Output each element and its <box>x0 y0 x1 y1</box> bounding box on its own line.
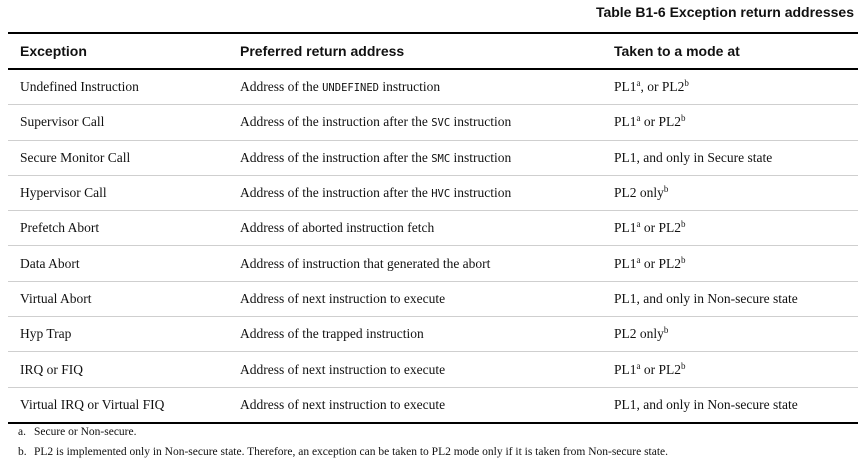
address-text: Address of the instruction after the <box>240 114 432 130</box>
footnote-ref: a <box>636 219 641 230</box>
table-row <box>8 317 858 352</box>
address-text: instruction <box>450 185 512 201</box>
note-label: b. <box>18 446 27 458</box>
address-text: instruction <box>450 149 512 165</box>
mode-text: PL1, and only in Non-secure state <box>614 396 798 412</box>
mode-text: , or PL2 <box>640 79 685 95</box>
mode-text: PL1 <box>614 255 637 271</box>
mode-cell <box>602 317 858 352</box>
mode-text: PL2 only <box>614 185 664 201</box>
footnote-ref: b <box>681 360 686 371</box>
address-text: Address of next instruction to execute <box>240 361 446 377</box>
table-row <box>8 211 858 246</box>
note-text: Secure or Non-secure. <box>34 426 137 438</box>
exception-return-table <box>8 32 858 424</box>
mode-cell <box>602 387 858 423</box>
exception-cell: IRQ or FIQ <box>8 352 228 387</box>
table-row <box>8 140 858 175</box>
mode-cell <box>602 175 858 210</box>
note-text: PL2 is implemented only in Non-secure state. Therefore, an exception can be taken to PL2 mode only if it is taken from Non-secure state. <box>34 446 669 458</box>
table-header-row <box>8 33 858 69</box>
note-b <box>18 446 668 466</box>
return-address-cell <box>228 211 602 246</box>
mode-text: PL2 only <box>614 326 664 342</box>
return-address-cell <box>228 175 602 210</box>
address-text: Address of next instruction to execute <box>240 396 446 412</box>
address-text: Address of the <box>240 79 323 95</box>
footnote-ref: b <box>663 184 669 195</box>
mode-text: PL1 <box>614 220 637 236</box>
address-text: instruction <box>450 114 512 130</box>
table-row <box>8 175 858 210</box>
instruction-code: SMC <box>431 152 451 165</box>
return-address-cell <box>228 387 602 423</box>
address-text: instruction <box>379 79 441 95</box>
mode-text: PL1 <box>614 114 637 130</box>
footnote-ref: b <box>684 78 689 89</box>
return-address-cell <box>228 69 602 105</box>
table-row <box>8 69 858 105</box>
footnote-ref: b <box>681 113 686 124</box>
address-text: Address of the instruction after the <box>240 185 432 201</box>
table-row <box>8 281 858 316</box>
table-caption: Table B1-6 Exception return addresses <box>595 4 854 20</box>
mode-cell <box>602 211 858 246</box>
footnote-ref: a <box>636 113 641 124</box>
table-row <box>8 387 858 423</box>
address-text: Address of instruction that generated the abort <box>240 255 491 271</box>
exception-cell: Virtual IRQ or Virtual FIQ <box>8 387 228 423</box>
table-row <box>8 105 858 140</box>
table-row <box>8 352 858 387</box>
address-text: Address of the trapped instruction <box>240 326 424 342</box>
footnote-ref: a <box>636 254 641 265</box>
exception-cell: Hypervisor Call <box>8 175 228 210</box>
exception-cell: Secure Monitor Call <box>8 140 228 175</box>
instruction-code: SVC <box>431 117 451 130</box>
exception-cell: Prefetch Abort <box>8 211 228 246</box>
header-exception: Exception <box>20 43 87 59</box>
exception-cell: Hyp Trap <box>8 317 228 352</box>
return-address-cell <box>228 105 602 140</box>
mode-text: or PL2 <box>640 220 682 236</box>
mode-cell <box>602 105 858 140</box>
footnote-ref: b <box>663 325 669 336</box>
footnote-ref: a <box>636 360 641 371</box>
table-row <box>8 246 858 281</box>
address-text: Address of next instruction to execute <box>240 290 446 306</box>
mode-text: or PL2 <box>640 361 682 377</box>
mode-cell <box>602 140 858 175</box>
instruction-code: HVC <box>431 188 451 201</box>
return-address-cell <box>228 140 602 175</box>
mode-cell <box>602 352 858 387</box>
mode-cell <box>602 69 858 105</box>
note-a <box>18 426 668 446</box>
note-label: a. <box>18 426 26 438</box>
return-address-cell <box>228 317 602 352</box>
footnote-ref: a <box>636 78 641 89</box>
mode-text: or PL2 <box>640 255 682 271</box>
header-preferred-return-address: Preferred return address <box>240 43 405 59</box>
exception-cell: Undefined Instruction <box>8 69 228 105</box>
return-address-cell <box>228 246 602 281</box>
mode-text: PL1, and only in Non-secure state <box>614 290 798 306</box>
mode-text: PL1 <box>614 79 637 95</box>
mode-text: or PL2 <box>640 114 682 130</box>
footnote-ref: b <box>681 254 686 265</box>
exception-cell: Supervisor Call <box>8 105 228 140</box>
instruction-code: UNDEFINED <box>322 82 380 95</box>
table-notes <box>18 426 668 466</box>
mode-text: PL1, and only in Secure state <box>614 149 773 165</box>
footnote-ref: b <box>681 219 686 230</box>
address-text: Address of the instruction after the <box>240 149 432 165</box>
mode-cell <box>602 281 858 316</box>
address-text: Address of aborted instruction fetch <box>240 220 435 236</box>
return-address-cell <box>228 352 602 387</box>
exception-cell: Virtual Abort <box>8 281 228 316</box>
mode-text: PL1 <box>614 361 637 377</box>
return-address-cell <box>228 281 602 316</box>
header-taken-to-mode: Taken to a mode at <box>614 43 740 59</box>
exception-cell: Data Abort <box>8 246 228 281</box>
mode-cell <box>602 246 858 281</box>
